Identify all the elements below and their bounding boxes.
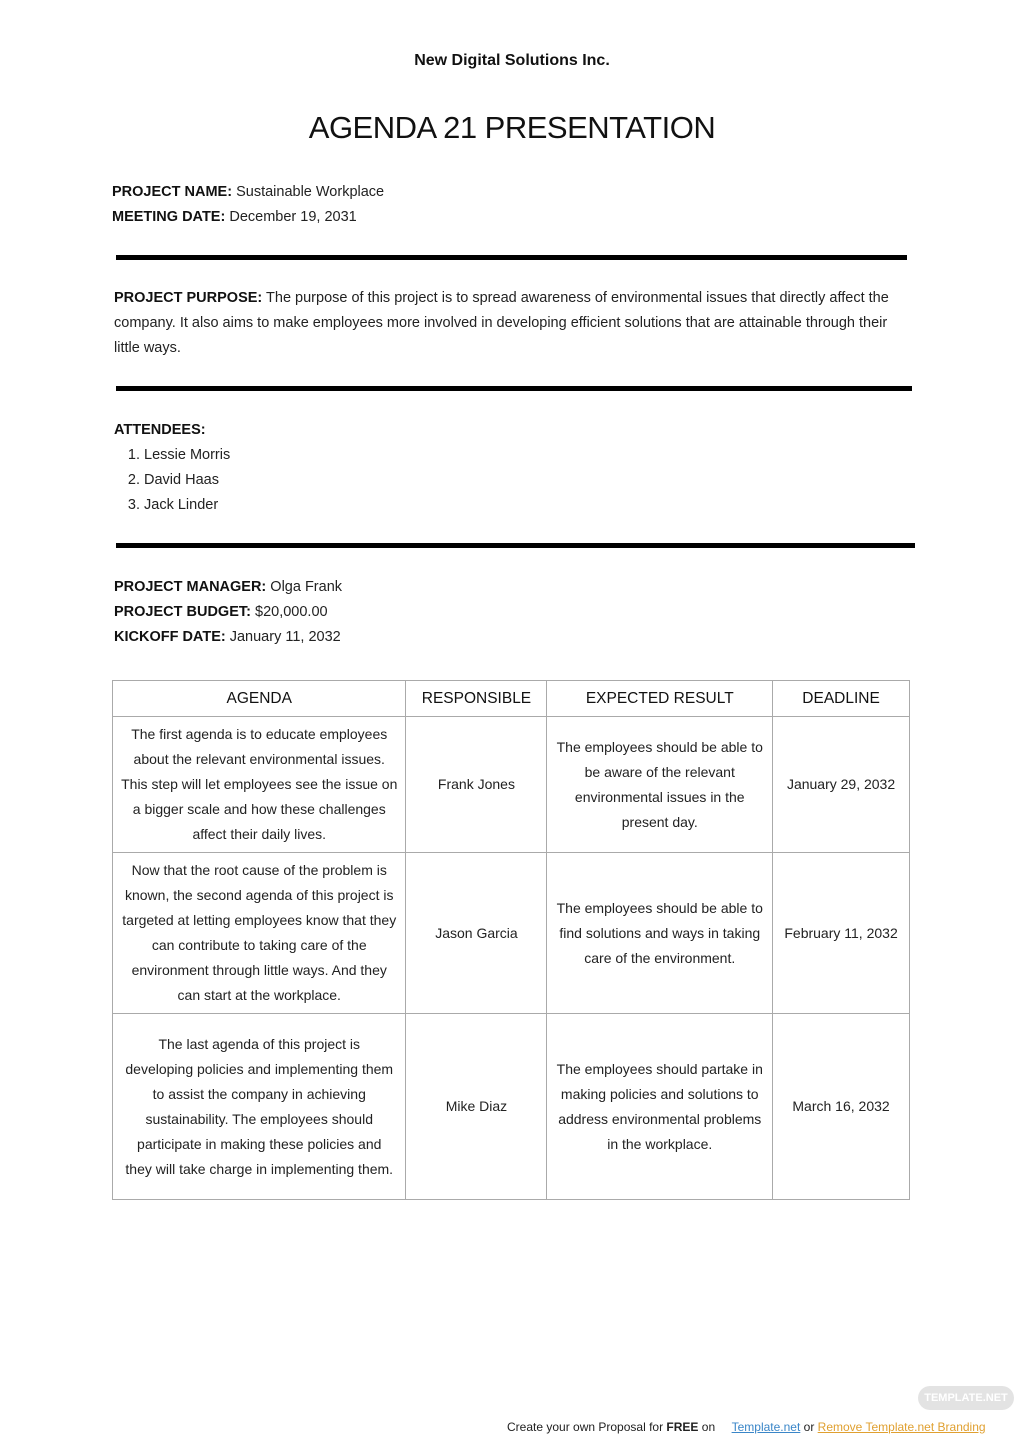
responsible-cell: Jason Garcia	[406, 853, 547, 1014]
project-name-value: Sustainable Workplace	[236, 184, 385, 200]
footer-or: or	[803, 1420, 815, 1434]
remove-branding-link[interactable]: Remove Template.net Branding	[817, 1420, 986, 1434]
divider	[116, 255, 907, 260]
deadline-cell: February 11, 2032	[773, 853, 910, 1014]
manager-label: PROJECT MANAGER:	[114, 579, 267, 595]
template-net-watermark: TEMPLATE.NET	[918, 1386, 1014, 1410]
table-row	[113, 1014, 910, 1200]
header-responsible: RESPONSIBLE	[406, 681, 547, 717]
responsible-cell: Frank Jones	[406, 717, 547, 853]
agenda-cell: The last agenda of this project is developing policies and implementing them to assist the company in achieving sustainability. The employees should participate in making these policies and they will take charge in implementing them.	[113, 1014, 406, 1200]
kickoff-label: KICKOFF DATE:	[114, 629, 226, 645]
responsible-cell: Mike Diaz	[406, 1014, 547, 1200]
purpose-label: PROJECT PURPOSE:	[114, 290, 263, 306]
meeting-date-label: MEETING DATE:	[112, 209, 226, 225]
table-row	[113, 717, 910, 853]
attendees-section	[114, 418, 230, 518]
divider	[116, 386, 912, 391]
attendees-list	[114, 443, 230, 518]
project-details	[114, 575, 342, 650]
manager-value: Olga Frank	[270, 579, 343, 595]
attendee: 3. Jack Linder	[144, 493, 230, 518]
table-header-row	[113, 681, 910, 717]
footer	[507, 1420, 986, 1434]
project-name-label: PROJECT NAME:	[112, 184, 233, 200]
agenda-cell: The first agenda is to educate employees about the relevant environmental issues. This step will let employees see the issue on a bigger scale and how these challenges affect their daily lives.	[113, 717, 406, 853]
table-row	[113, 853, 910, 1014]
header-deadline: DEADLINE	[773, 681, 910, 717]
expected-result-cell: The employees should be able to be aware of the relevant environmental issues in the present day.	[547, 717, 773, 853]
footer-text: Create your own Proposal for	[507, 1420, 664, 1434]
footer-free: FREE	[666, 1420, 699, 1434]
meeting-date-value: December 19, 2031	[229, 209, 357, 225]
footer-on: on	[701, 1420, 716, 1434]
expected-result-cell: The employees should be able to find solutions and ways in taking care of the environment.	[547, 853, 773, 1014]
kickoff-value: January 11, 2032	[229, 629, 341, 645]
budget-value: $20,000.00	[255, 604, 328, 620]
template-net-link[interactable]: Template.net	[731, 1420, 801, 1434]
deadline-cell: January 29, 2032	[773, 717, 910, 853]
attendee: 1. Lessie Morris	[144, 443, 230, 468]
company-name: New Digital Solutions Inc.	[414, 52, 610, 69]
attendee: 2. David Haas	[144, 468, 230, 493]
attendees-label: ATTENDEES:	[114, 422, 206, 438]
project-info	[112, 180, 384, 230]
agenda-cell: Now that the root cause of the problem is known, the second agenda of this project is targeted at letting employees know that they can contribute to taking care of the environment through little ways. And they can start at the workplace.	[113, 853, 406, 1014]
purpose-text: The purpose of this project is to spread awareness of environmental issues that directly affect the company. It also aims to make employees more involved in developing efficient solutions that are attainable through their little ways.	[114, 290, 889, 356]
divider	[116, 543, 915, 548]
budget-label: PROJECT BUDGET:	[114, 604, 251, 620]
header-agenda: AGENDA	[113, 681, 406, 717]
page-title: AGENDA 21 PRESENTATION	[308, 110, 716, 145]
project-purpose	[114, 286, 904, 361]
expected-result-cell: The employees should partake in making policies and solutions to address environmental problems in the workplace.	[547, 1014, 773, 1200]
deadline-cell: March 16, 2032	[773, 1014, 910, 1200]
agenda-table	[112, 680, 910, 1200]
header-expected-result: EXPECTED RESULT	[547, 681, 773, 717]
